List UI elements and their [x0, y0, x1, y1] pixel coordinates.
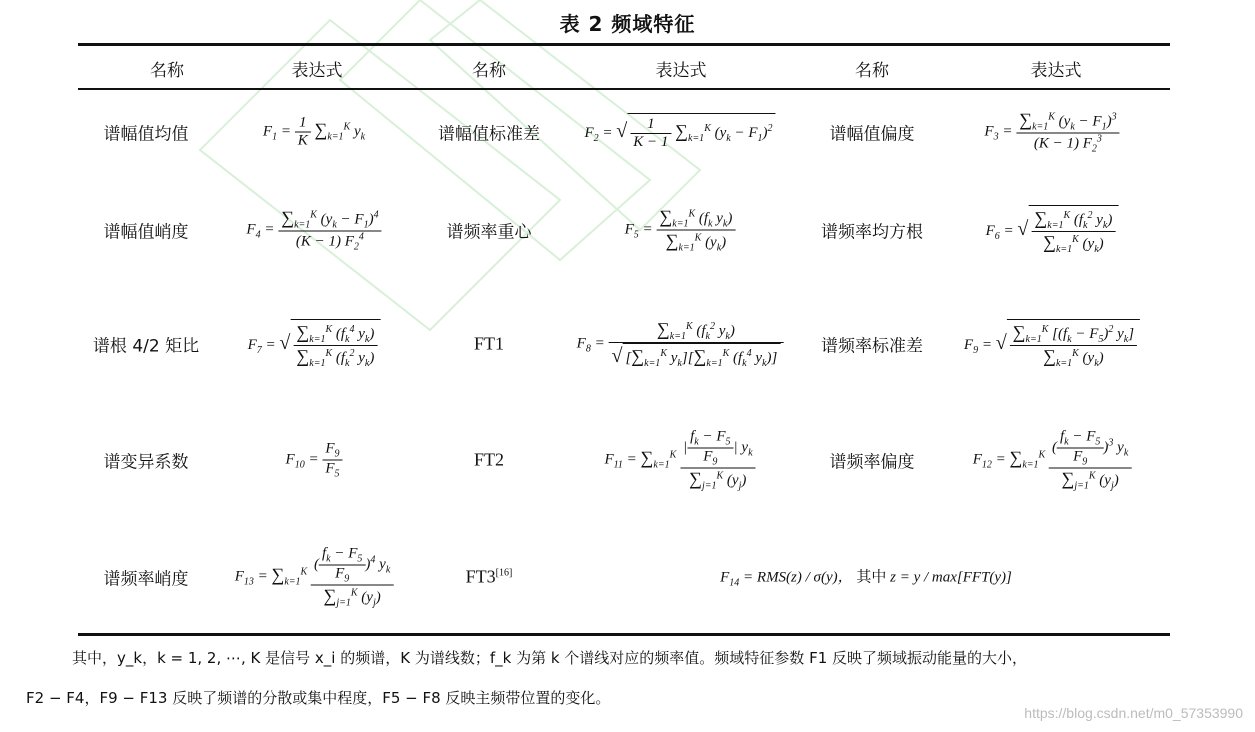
header-name-2: 名称	[472, 61, 506, 81]
feature-name: 谱频率标准差	[821, 336, 923, 357]
feature-name: 谱幅值标准差	[438, 124, 540, 145]
header-name-1: 名称	[150, 61, 184, 81]
formula-f7: $F_7$ = √ $\frac{\sum_{k=1}^K (f_k^4 y_k)}{\sum_{k=1}^K (f_k^2 y_k)}$	[248, 319, 381, 369]
top-rule	[78, 43, 1170, 46]
feature-name: 谱变异系数	[103, 452, 189, 473]
header-name-3: 名称	[855, 61, 889, 81]
feature-name: 谱频率偏度	[829, 452, 915, 473]
formula-f9: $F_9$ = √ $\frac{\sum_{k=1}^K [(f_k - F_5)^2 y_k]}{\sum_{k=1}^K (y_k)}$	[964, 319, 1140, 369]
header-rule	[78, 88, 1170, 90]
formula-f11: $F_{11} = \sum_{k=1}^K$ | $\frac{f_k - F_5}{F_9}$ | $y_k$ $\sum_{j=1}^K$ $(y_j)$	[604, 429, 755, 492]
table-note-line-1: 其中，y_k，k = 1, 2, ⋯, K 是信号 x_i 的频谱，K 为谱线数；f_k 为第 k 个谱线对应的频率值。频域特征参数 F1 反映了频域振动能量的大小，	[72, 649, 1028, 667]
feature-name: FT1	[473, 333, 505, 354]
table-title: 表 2 频域特征	[559, 12, 696, 36]
feature-name: 谱频率峭度	[103, 569, 189, 590]
feature-name: 谱幅值偏度	[829, 124, 915, 145]
formula-f6: $F_6$ = √ $\frac{\sum_{k=1}^K (f_k^2 y_k)}{\sum_{k=1}^K (y_k)}$	[986, 205, 1119, 255]
formula-f13: $F_{13} = \sum_{k=1}^K$ ( $\frac{f_k - F_5}{F_9}$ )$^4$ $y_k$ $\sum_{j=1}^K$ $(y_j)$	[235, 546, 394, 609]
watermark-text: https://blog.csdn.net/m0_57353990	[1024, 705, 1243, 721]
header-expression-2: 表达式	[655, 61, 707, 81]
formula-f10: $F_{10}$ = $\frac{F_9}{F_5}$	[286, 441, 343, 480]
formula-f8: $F_8$ = $\frac{\sum_{k=1}^K (f_k^2 y_k)}{√ [\sum_{k=1}^K y_k][\sum_{k=1}^K (f_k^4 y_k)]}$	[577, 319, 784, 369]
header-expression-3: 表达式	[1030, 61, 1082, 81]
formula-f14: $F_{14} = RMS(z) / \sigma(y)$， 其中 z = y / max[FFT(y)]	[720, 567, 1012, 589]
bottom-rule	[78, 633, 1170, 636]
feature-name: 谱根 4/2 矩比	[92, 336, 200, 357]
formula-f2: $F_2$ = √ $\frac{1}{K - 1}$ $\sum_{k=1}^K$ $(y_k - F_1)^2$	[584, 113, 775, 151]
feature-name: 谱幅值均值	[103, 124, 189, 145]
feature-name: 谱幅值峭度	[103, 222, 189, 243]
formula-f4: $F_4$ = $\frac{\sum_{k=1}^K (y_k - F_1)^4}{(K - 1) F_2^4}$	[246, 208, 381, 253]
header-expression-1: 表达式	[291, 61, 343, 81]
formula-f12: $F_{12} = \sum_{k=1}^K$ ( $\frac{f_k - F_5}{F_9}$ )$^3$ $y_k$ $\sum_{j=1}^K$ $(y_j)$	[973, 429, 1132, 492]
table-note-line-2: F2 − F4，F9 − F13 反映了频谱的分散或集中程度，F5 − F8 反映主频带位置的变化。	[26, 689, 611, 707]
formula-f1: $F_1$ = $\frac{1}{K}$ $\sum_{k=1}^K$ $y_k$	[262, 114, 366, 149]
formula-f5: $F_5$ = $\frac{\sum_{k=1}^K (f_k y_k)}{\sum_{k=1}^K (y_k)}$	[625, 207, 736, 254]
feature-name: 谱频率重心	[446, 222, 532, 243]
feature-name: FT2	[473, 449, 505, 470]
formula-f3: $F_3$ = $\frac{\sum_{k=1}^K (y_k - F_1)^3}{(K - 1) F_2^3}$	[984, 110, 1119, 155]
feature-name: FT3[16]	[465, 566, 513, 587]
feature-name: 谱频率均方根	[821, 222, 923, 243]
